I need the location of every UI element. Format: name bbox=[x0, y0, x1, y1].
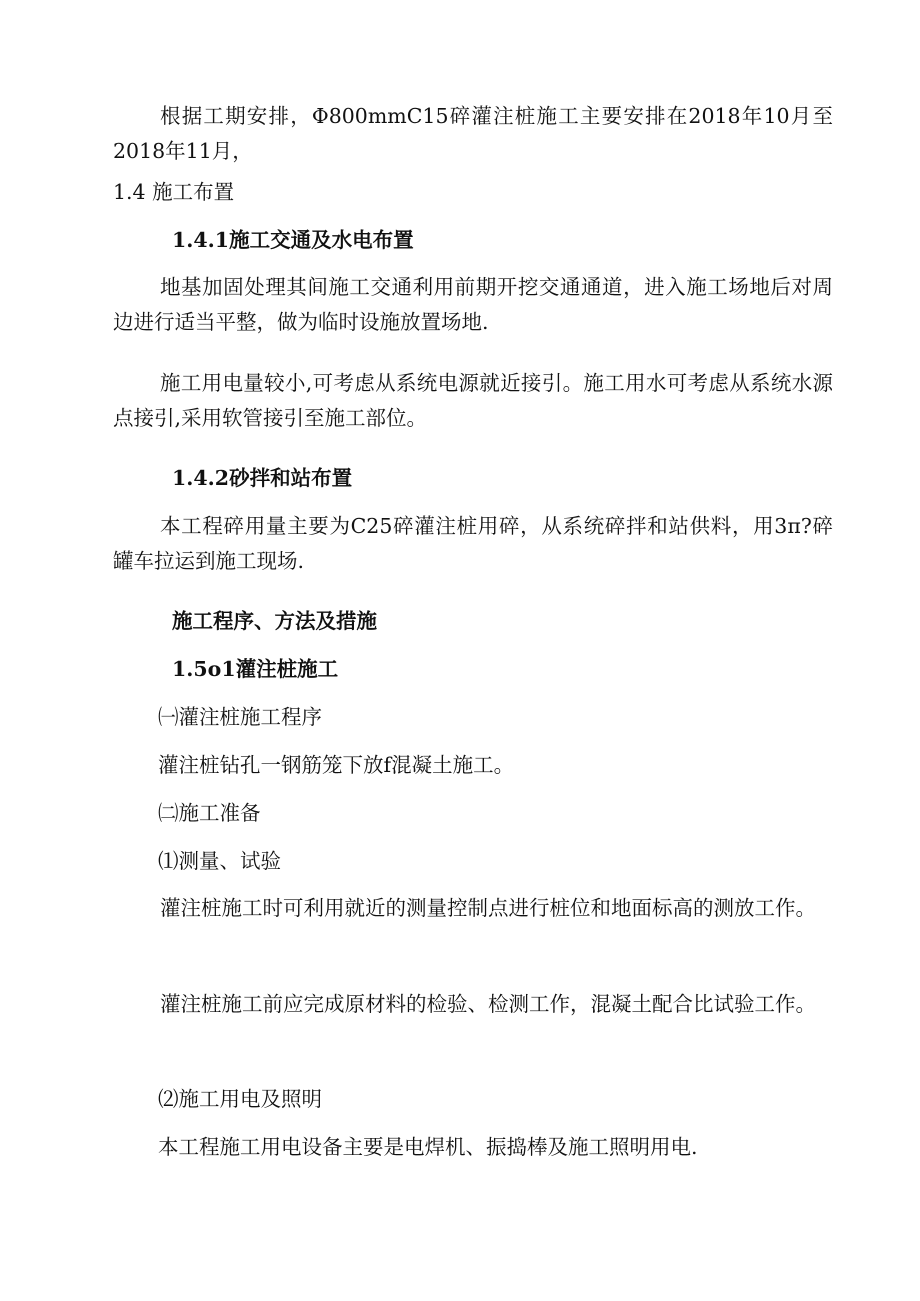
mixing-station-paragraph: 本工程碎用量主要为C25碎灌注桩用碎，从系统碎拌和站供料，用3π?碎罐车拉运到施工现场. bbox=[113, 514, 833, 573]
electric-equipment-text: 本工程施工用电设备主要是电焊机、振捣棒及施工照明用电. bbox=[158, 1135, 698, 1159]
item-survey-test: ⑴测量、试验 bbox=[158, 849, 281, 873]
test-paragraph: 灌注桩施工前应完成原材料的检验、检测工作，混凝土配合比试验工作。 bbox=[160, 992, 816, 1016]
subheading-pile-program: ㈠灌注桩施工程序 bbox=[158, 705, 322, 729]
section-heading-program: 施工程序、方法及措施 bbox=[172, 609, 377, 633]
section-heading-1-4-1: 1.4.1施工交通及水电布置 bbox=[172, 228, 414, 252]
item-electric-lighting: ⑵施工用电及照明 bbox=[158, 1087, 322, 1111]
survey-paragraph: 灌注桩施工时可利用就近的测量控制点进行桩位和地面标高的测放工作。 bbox=[160, 896, 816, 920]
pile-program-text: 灌注桩钻孔一钢筋笼下放f混凝土施工。 bbox=[158, 753, 515, 777]
power-water-paragraph: 施工用电量较小,可考虑从系统电源就近接引。施工用水可考虑从系统水源点接引,采用软管接引至施工部位。 bbox=[113, 371, 833, 430]
section-heading-1-4-2: 1.4.2砂拌和站布置 bbox=[172, 466, 353, 490]
traffic-paragraph: 地基加固处理其间施工交通利用前期开挖交通通道，进入施工场地后对周边进行适当平整，做为临时设施放置场地. bbox=[113, 275, 833, 334]
section-heading-1-4: 1.4 施工布置 bbox=[113, 180, 235, 204]
subheading-preparation: ㈡施工准备 bbox=[158, 801, 261, 825]
intro-paragraph: 根据工期安排，Φ800mmC15碎灌注桩施工主要安排在2018年10月至2018年11月， bbox=[113, 104, 833, 163]
section-heading-1-5-1: 1.5o1灌注桩施工 bbox=[172, 657, 339, 681]
